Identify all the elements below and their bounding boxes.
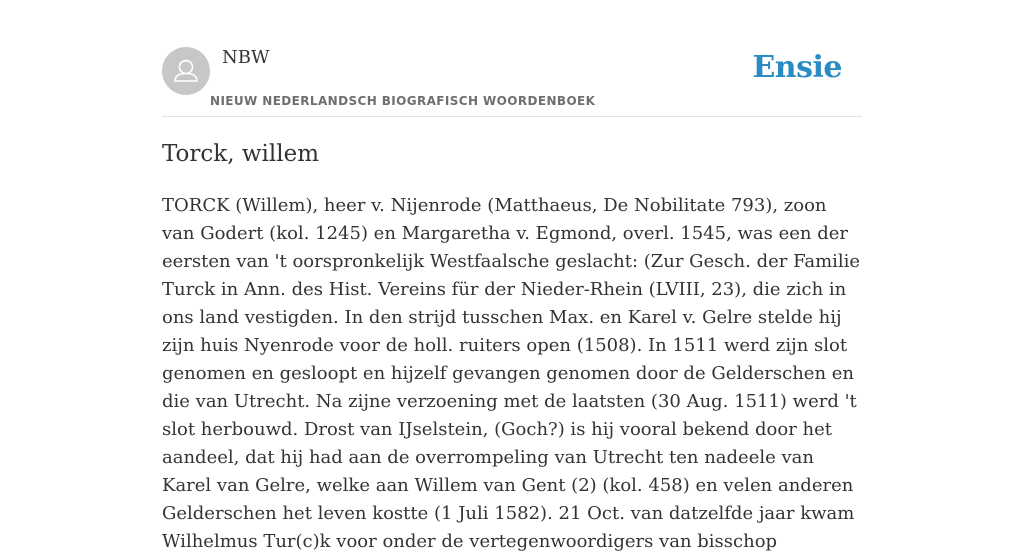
ensie-logo[interactable]: Ensie	[752, 50, 842, 85]
source-header	[162, 0, 862, 117]
article-body: TORCK (Willem), heer v. Nijenrode (Matthaeus, De Nobilitate 793), zoon van Godert (kol. 1245) en Margaretha v. Egmond, overl. 1545, was een der eersten van 't oorspronkelijk Westfaalsche geslacht: (Zur Gesch. der Familie Turck in Ann. des Hist. Vereins für der Nieder-Rhein (LVIII, 23), die zich in ons land vestigden. In den strijd tusschen Max. en Karel v. Gelre stelde hij zijn huis Nyenrode voor de holl. ruiters open (1508). In 1511 werd zijn slot genomen en gesloopt en hijzelf gevangen genomen door de Gelderschen en die van Utrecht. Na zijne verzoening met de laatsten (30 Aug. 1511) werd 't slot herbouwd. Drost van IJselstein, (Goch?) is hij vooral bekend door het aandeel, dat hij had aan de overrompeling van Utrecht ten nadeele van Karel van Gelre, welke aan Willem van Gent (2) (kol. 458) en velen anderen Gelderschen het leven kostte (1 Juli 1582). 21 Oct. van datzelfde jaar kwam Wilhelmus Tur(c)k voor onder de vertegenwoordigers van bisschop	[162, 195, 861, 552]
user-icon	[162, 47, 210, 95]
source-abbreviation[interactable]: NBW	[222, 47, 270, 68]
source-full-name[interactable]: NIEUW NEDERLANDSCH BIOGRAFISCH WOORDENBOEK	[210, 94, 596, 108]
article-title: Torck, willem	[162, 141, 320, 167]
source-avatar[interactable]	[162, 47, 210, 95]
